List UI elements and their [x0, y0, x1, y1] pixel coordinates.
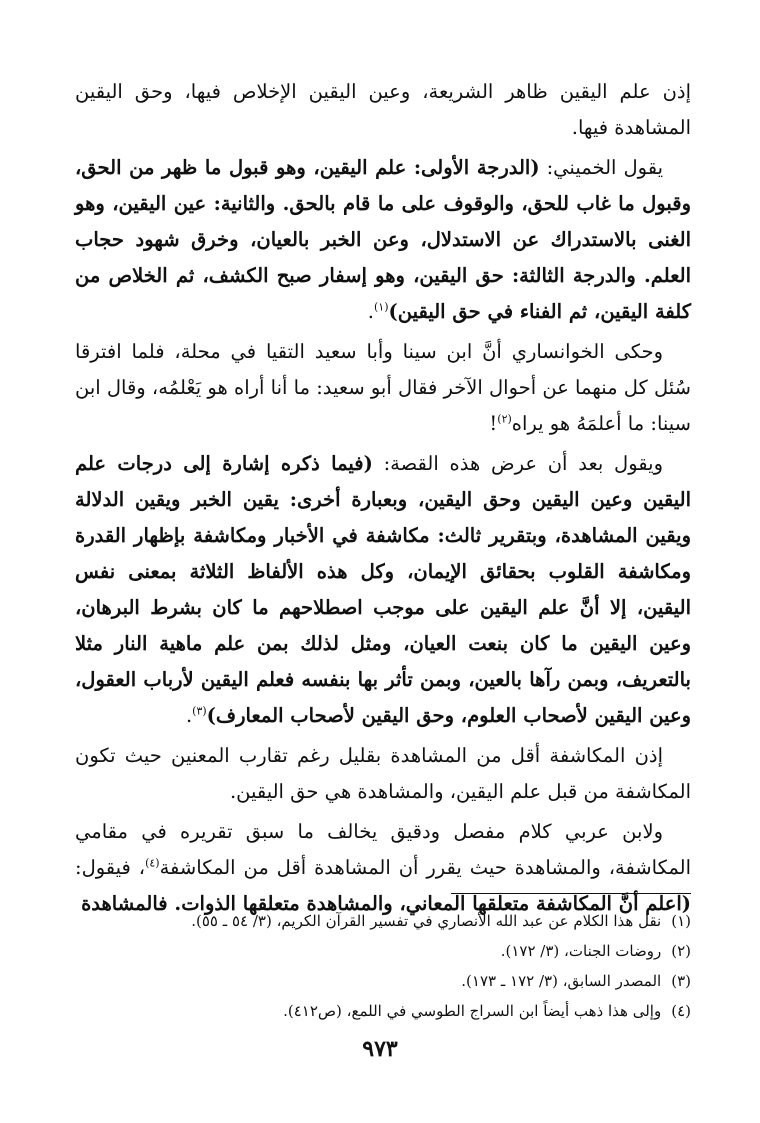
- paragraph-2-tail: .: [367, 300, 374, 323]
- footnote-ref-2: (٢): [497, 412, 512, 426]
- footnote-ref-4: (٤): [145, 856, 160, 870]
- paragraph-6-tail: ، فيقول:: [75, 856, 146, 879]
- footnote-3-number: (٣): [671, 972, 691, 990]
- footnote-1-text: نقل هذا الكلام عن عبد الله الأنصاري في تفسير القرآن الكريم، (٣/ ٥٤ ـ ٥٥).: [191, 912, 662, 930]
- page-number: ٩٧٣: [362, 1036, 398, 1062]
- footnote-ref-3: (٣): [192, 704, 207, 718]
- footnotes: [75, 906, 691, 1026]
- paragraph-4-lead: ويقول بعد أن عرض هذه القصة:: [372, 452, 663, 475]
- footnote-3-text: المصدر السابق، (٣/ ١٧٢ ـ ١٧٣).: [461, 972, 662, 990]
- footnote-3: [75, 966, 691, 996]
- paragraph-4-tail: .: [185, 704, 193, 727]
- footnote-divider: [451, 893, 691, 894]
- paragraph-3: [75, 334, 691, 442]
- footnote-ref-1: (١): [373, 300, 389, 314]
- paragraph-4: [75, 446, 691, 734]
- paragraph-5-text: إذن المكاشفة أقل من المشاهدة بقليل رغم تقارب المعنين حيث تكون المكاشفة من قبل علم اليقين، والمشاهدة هي حق اليقين.: [75, 744, 691, 803]
- footnote-2: [75, 936, 691, 966]
- paragraph-4-quote: (فيما ذكره إشارة إلى درجات علم اليقين وعين اليقين وحق اليقين، وبعبارة أخرى: يقين الخبر ويقين الدلالة ويقين المشاهدة، وبتقرير ثالث: مكاشفة في الأخبار ومكاشفة بإظهار القدرة ومكاشفة القلوب بحقائق الإيمان، وكل هذه الألفاظ الثلاثة بمعنى نفس اليقين، إلا أنَّ علم اليقين على موجب اصطلاحهم ما كان بشرط البرهان، وعين اليقين ما كان بنعت العيان، ومثل لذلك بمن علم ماهية النار مثلا بالتعريف، وبمن رآها بالعين، وبمن تأثر بها بنفسه فعلم اليقين لأرباب العقول، وعين اليقين لأصحاب العلوم، وحق اليقين لأصحاب المعارف): [75, 452, 691, 727]
- footnote-4-number: (٤): [671, 1002, 691, 1020]
- footnote-4-text: وإلى هذا ذهب أيضاً ابن السراج الطوسي في اللمع، (ص٤١٢).: [283, 1002, 662, 1020]
- paragraph-3-tail: !: [489, 412, 498, 435]
- paragraph-3-text: وحكى الخوانساري أنَّ ابن سينا وأبا سعيد التقيا في محلة، فلما افترقا سُئل كل منهما عن أحوال الآخر فقال أبو سعيد: ما أنا أراه هو يَعْلمُه، وقال ابن سينا: ما أعلمَهُ هو يراه: [74, 340, 691, 435]
- paragraph-2-lead: يقول الخميني:: [539, 156, 663, 179]
- footnote-1-number: (١): [671, 912, 691, 930]
- paragraph-2: [75, 150, 691, 330]
- footnote-1: [75, 906, 691, 936]
- paragraph-5: [75, 738, 691, 810]
- footnote-2-number: (٢): [671, 942, 691, 960]
- paragraph-1: [75, 74, 691, 146]
- paragraph-1-text: إذن علم اليقين ظاهر الشريعة، وعين اليقين الإخلاص فيها، وحق اليقين المشاهدة فيها.: [75, 80, 691, 139]
- paragraph-6-text: ولابن عربي كلام مفصل ودقيق يخالف ما سبق تقريره في مقامي المكاشفة، والمشاهدة حيث يقرر أن المشاهدة أقل من المكاشفة: [75, 820, 691, 879]
- footnote-2-text: روضات الجنات، (٣/ ١٧٢).: [500, 942, 662, 960]
- page-body: [75, 74, 691, 922]
- footnote-4: [75, 996, 691, 1026]
- paragraph-2-quote: (الدرجة الأولى: علم اليقين، وهو قبول ما ظهر من الحق، وقبول ما غاب للحق، والوقوف على ما قام بالحق. والثانية: عين اليقين، وهو الغنى بالاستدراك عن الاستدلال، وعن الخبر بالعيان، وخرق شهود حجاب العلم. والدرجة الثالثة: حق اليقين، وهو إسفار صبح الكشف، ثم الخلاص من كلفة اليقين، ثم الفناء في حق اليقين): [75, 156, 691, 323]
- paragraph-6-quote: (اعلم أنَّ المكاشفة متعلقها المعاني، والمشاهدة متعلقها الذوات. فالمشاهدة: [81, 892, 691, 915]
